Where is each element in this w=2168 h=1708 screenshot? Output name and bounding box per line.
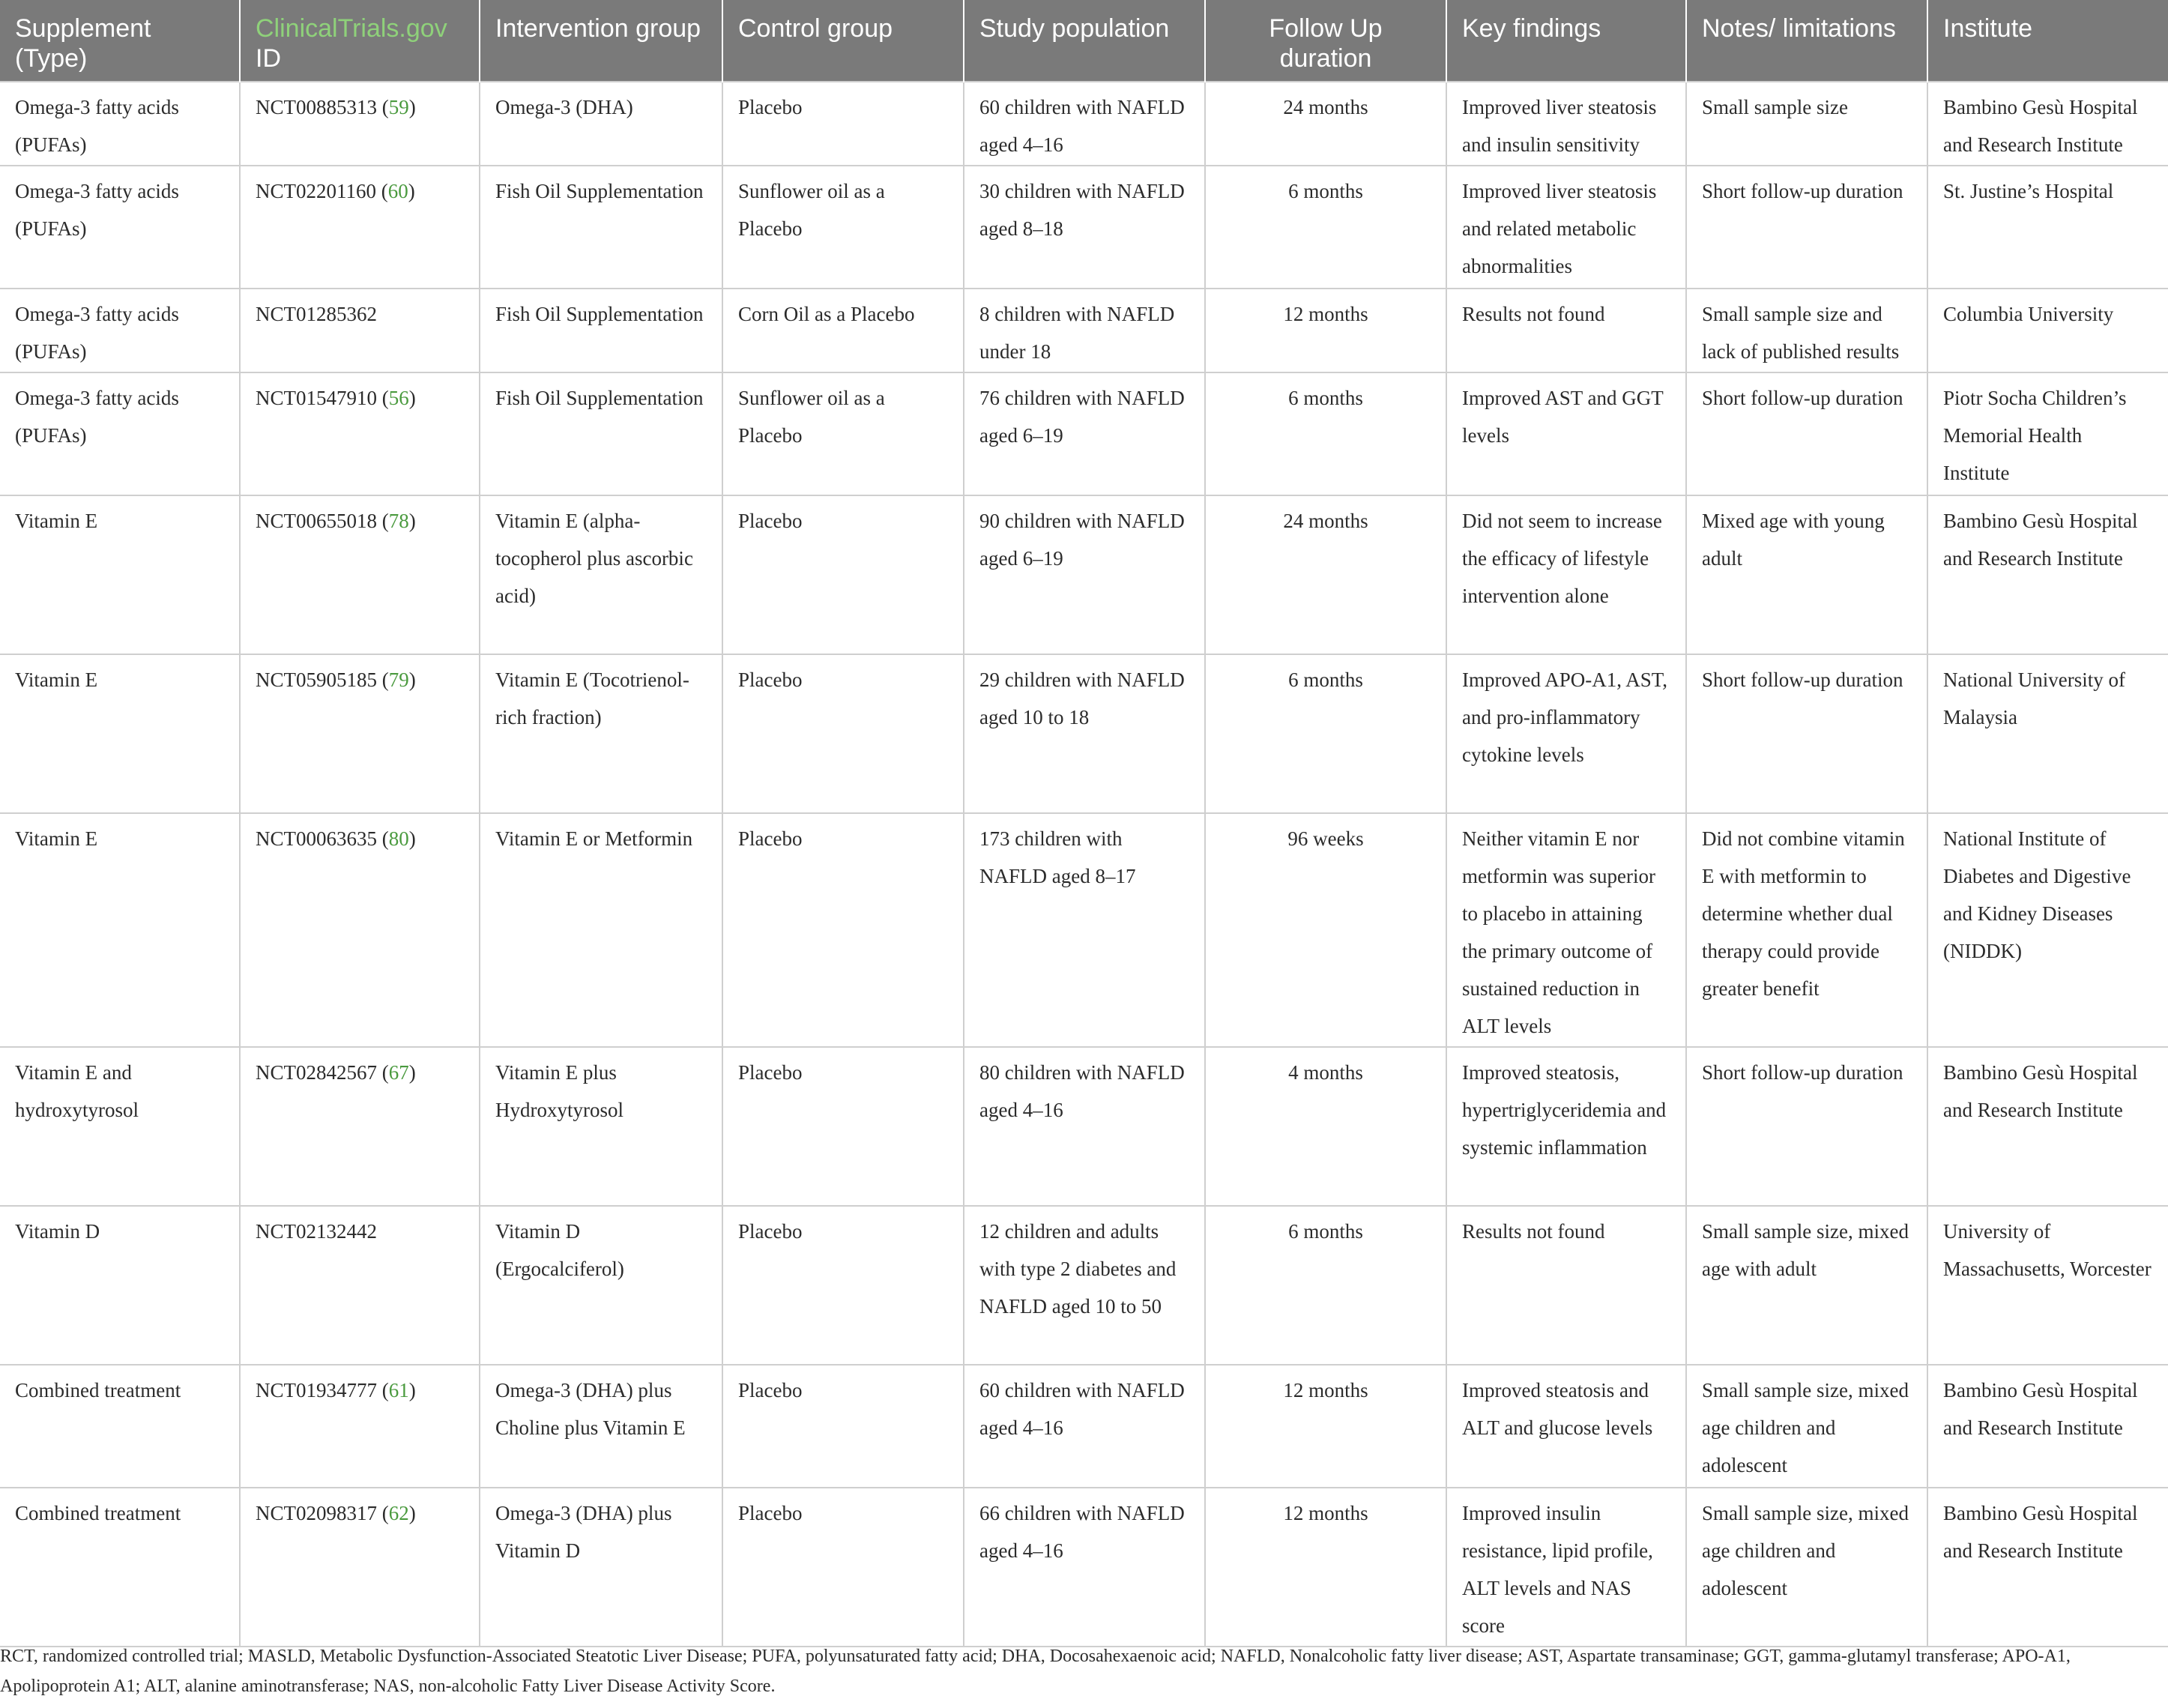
cell-followup: 24 months xyxy=(1205,82,1446,166)
cell-institute: University of Massachusetts, Worcester xyxy=(1927,1206,2168,1365)
cell-intervention: Vitamin E (Tocotrienol-rich fraction) xyxy=(480,654,722,813)
cell-trial-id: NCT00063635 (80) xyxy=(240,813,480,1047)
cell-notes: Small sample size, mixed age with adult xyxy=(1686,1206,1927,1365)
cell-followup: 6 months xyxy=(1205,166,1446,289)
cell-supplement: Omega-3 fatty acids (PUFAs) xyxy=(0,82,240,166)
cell-trial-id: NCT02201160 (60) xyxy=(240,166,480,289)
cell-trial-id: NCT02098317 (62) xyxy=(240,1488,480,1647)
reference-link[interactable]: 78 xyxy=(388,510,409,532)
trial-id: NCT00655018 xyxy=(256,510,377,532)
cell-findings: Improved insulin resistance, lipid profile, ALT levels and NAS score xyxy=(1446,1488,1686,1647)
cell-notes: Small sample size, mixed age children and adolescent xyxy=(1686,1365,1927,1488)
cell-intervention: Vitamin D (Ergocalciferol) xyxy=(480,1206,722,1365)
cell-population: 29 children with NAFLD aged 10 to 18 xyxy=(964,654,1205,813)
cell-findings: Did not seem to increase the efficacy of lifestyle intervention alone xyxy=(1446,495,1686,654)
cell-control: Corn Oil as a Placebo xyxy=(722,289,964,372)
cell-trial-id: NCT01934777 (61) xyxy=(240,1365,480,1488)
cell-control: Placebo xyxy=(722,495,964,654)
cell-control: Placebo xyxy=(722,1365,964,1488)
reference-link[interactable]: 67 xyxy=(388,1061,409,1084)
cell-followup: 96 weeks xyxy=(1205,813,1446,1047)
trial-id: NCT00063635 xyxy=(256,827,377,850)
table-row xyxy=(0,82,2168,166)
table-row xyxy=(0,166,2168,289)
header-population: Study population xyxy=(964,0,1205,82)
reference-link[interactable]: 79 xyxy=(388,669,409,691)
cell-findings: Improved steatosis, hypertriglyceridemia and systemic inflammation xyxy=(1446,1047,1686,1206)
table-footnote: RCT, randomized controlled trial; MASLD, Metabolic Dysfunction-Associated Steatotic Liver Disease; PUFA, polyunsaturated fatty acid; DHA, Docosahexaenoic acid; NAFLD, Nonalcoholic fatty liver disease; AST, Aspartate transaminase; GGT, gamma-glutamyl transferase; APO-A1, Apolipoprotein A1; ALT, alanine aminotransferase; NAS, non-alcoholic Fatty Liver Disease Activity Score. xyxy=(0,1647,2071,1696)
cell-control: Placebo xyxy=(722,1206,964,1365)
cell-findings: Neither vitamin E nor metformin was superior to placebo in attaining the primary outcome of sustained reduction in ALT levels xyxy=(1446,813,1686,1047)
cell-findings: Improved liver steatosis and insulin sensitivity xyxy=(1446,82,1686,166)
header-findings: Key findings xyxy=(1446,0,1686,82)
cell-supplement: Omega-3 fatty acids (PUFAs) xyxy=(0,289,240,372)
table-row xyxy=(0,1206,2168,1365)
cell-intervention: Fish Oil Supplementation xyxy=(480,289,722,372)
cell-notes: Short follow-up duration xyxy=(1686,1047,1927,1206)
cell-trial-id: NCT00655018 (78) xyxy=(240,495,480,654)
trial-id: NCT02098317 xyxy=(256,1502,377,1524)
cell-notes: Small sample size and lack of published results xyxy=(1686,289,1927,372)
cell-notes: Short follow-up duration xyxy=(1686,166,1927,289)
cell-notes: Short follow-up duration xyxy=(1686,654,1927,813)
cell-trial-id: NCT05905185 (79) xyxy=(240,654,480,813)
reference-link[interactable]: 59 xyxy=(388,96,409,118)
cell-institute: Bambino Gesù Hospital and Research Institute xyxy=(1927,1365,2168,1488)
cell-findings: Improved AST and GGT levels xyxy=(1446,372,1686,495)
cell-trial-id: NCT01547910 (56) xyxy=(240,372,480,495)
reference-link[interactable]: 60 xyxy=(387,180,408,202)
header-intervention: Intervention group xyxy=(480,0,722,82)
trial-id: NCT01547910 xyxy=(256,387,377,409)
trial-id: NCT01285362 xyxy=(256,303,377,325)
header-row xyxy=(0,0,2168,82)
cell-institute: Bambino Gesù Hospital and Research Institute xyxy=(1927,82,2168,166)
cell-followup: 12 months xyxy=(1205,289,1446,372)
cell-population: 8 children with NAFLD under 18 xyxy=(964,289,1205,372)
cell-control: Placebo xyxy=(722,82,964,166)
cell-supplement: Combined treatment xyxy=(0,1365,240,1488)
cell-population: 60 children with NAFLD aged 4–16 xyxy=(964,1365,1205,1488)
cell-population: 173 children with NAFLD aged 8–17 xyxy=(964,813,1205,1047)
cell-notes: Small sample size xyxy=(1686,82,1927,166)
trial-id: NCT01934777 xyxy=(256,1379,377,1401)
table-body xyxy=(0,82,2168,1647)
cell-supplement: Omega-3 fatty acids (PUFAs) xyxy=(0,166,240,289)
cell-findings: Improved liver steatosis and related metabolic abnormalities xyxy=(1446,166,1686,289)
cell-followup: 24 months xyxy=(1205,495,1446,654)
cell-population: 60 children with NAFLD aged 4–16 xyxy=(964,82,1205,166)
cell-followup: 6 months xyxy=(1205,372,1446,495)
cell-trial-id xyxy=(240,1206,480,1365)
cell-findings: Results not found xyxy=(1446,1206,1686,1365)
trial-id: NCT00885313 xyxy=(256,96,377,118)
cell-trial-id: NCT00885313 (59) xyxy=(240,82,480,166)
cell-findings: Improved steatosis and ALT and glucose levels xyxy=(1446,1365,1686,1488)
cell-control: Sunflower oil as a Placebo xyxy=(722,372,964,495)
cell-institute: Columbia University xyxy=(1927,289,2168,372)
table-row xyxy=(0,1365,2168,1488)
cell-institute: National University of Malaysia xyxy=(1927,654,2168,813)
reference-link[interactable]: 56 xyxy=(388,387,409,409)
cell-supplement: Vitamin E xyxy=(0,813,240,1047)
cell-followup: 6 months xyxy=(1205,654,1446,813)
cell-control: Sunflower oil as a Placebo xyxy=(722,166,964,289)
cell-institute: National Institute of Diabetes and Digestive and Kidney Diseases (NIDDK) xyxy=(1927,813,2168,1047)
cell-supplement: Omega-3 fatty acids (PUFAs) xyxy=(0,372,240,495)
cell-followup: 6 months xyxy=(1205,1206,1446,1365)
cell-intervention: Omega-3 (DHA) plus Vitamin D xyxy=(480,1488,722,1647)
header-notes: Notes/ limitations xyxy=(1686,0,1927,82)
cell-supplement: Vitamin E and hydroxytyrosol xyxy=(0,1047,240,1206)
trial-id: NCT02132442 xyxy=(256,1220,377,1243)
cell-intervention: Fish Oil Supplementation xyxy=(480,372,722,495)
cell-institute: Bambino Gesù Hospital and Research Institute xyxy=(1927,495,2168,654)
cell-control: Placebo xyxy=(722,654,964,813)
cell-institute: Bambino Gesù Hospital and Research Institute xyxy=(1927,1047,2168,1206)
clinicaltrials-link[interactable]: ClinicalTrials.gov xyxy=(256,14,447,43)
header-supplement: Supplement (Type) xyxy=(0,0,240,82)
cell-control: Placebo xyxy=(722,1047,964,1206)
cell-followup: 12 months xyxy=(1205,1488,1446,1647)
cell-population: 12 children and adults with type 2 diabetes and NAFLD aged 10 to 50 xyxy=(964,1206,1205,1365)
table-row xyxy=(0,813,2168,1047)
reference-link[interactable]: 80 xyxy=(388,827,409,850)
cell-trial-id: NCT02842567 (67) xyxy=(240,1047,480,1206)
header-control: Control group xyxy=(722,0,964,82)
cell-institute: Bambino Gesù Hospital and Research Institute xyxy=(1927,1488,2168,1647)
reference-link[interactable]: 61 xyxy=(388,1379,409,1401)
cell-population: 80 children with NAFLD aged 4–16 xyxy=(964,1047,1205,1206)
cell-notes: Small sample size, mixed age children and adolescent xyxy=(1686,1488,1927,1647)
cell-intervention: Vitamin E plus Hydroxytyrosol xyxy=(480,1047,722,1206)
trial-id: NCT05905185 xyxy=(256,669,377,691)
cell-control: Placebo xyxy=(722,1488,964,1647)
cell-notes: Mixed age with young adult xyxy=(1686,495,1927,654)
table-row xyxy=(0,1047,2168,1206)
header-institute: Institute xyxy=(1927,0,2168,82)
cell-population: 66 children with NAFLD aged 4–16 xyxy=(964,1488,1205,1647)
cell-supplement: Vitamin E xyxy=(0,654,240,813)
cell-intervention: Omega-3 (DHA) xyxy=(480,82,722,166)
cell-population: 76 children with NAFLD aged 6–19 xyxy=(964,372,1205,495)
cell-supplement: Combined treatment xyxy=(0,1488,240,1647)
cell-findings: Improved APO-A1, AST, and pro-inflammatory cytokine levels xyxy=(1446,654,1686,813)
cell-followup: 12 months xyxy=(1205,1365,1446,1488)
cell-trial-id xyxy=(240,289,480,372)
table-row xyxy=(0,289,2168,372)
header-trial-id xyxy=(240,0,480,82)
cell-population: 90 children with NAFLD aged 6–19 xyxy=(964,495,1205,654)
cell-intervention: Omega-3 (DHA) plus Choline plus Vitamin E xyxy=(480,1365,722,1488)
cell-institute: Piotr Socha Children’s Memorial Health Institute xyxy=(1927,372,2168,495)
table-row xyxy=(0,1488,2168,1647)
trial-id: NCT02842567 xyxy=(256,1061,377,1084)
cell-intervention: Fish Oil Supplementation xyxy=(480,166,722,289)
cell-notes: Did not combine vitamin E with metformin to determine whether dual therapy could provide greater benefit xyxy=(1686,813,1927,1047)
cell-notes: Short follow-up duration xyxy=(1686,372,1927,495)
table-row xyxy=(0,495,2168,654)
cell-supplement: Vitamin D xyxy=(0,1206,240,1365)
cell-institute: St. Justine’s Hospital xyxy=(1927,166,2168,289)
table-row xyxy=(0,372,2168,495)
cell-followup: 4 months xyxy=(1205,1047,1446,1206)
reference-link[interactable]: 62 xyxy=(388,1502,409,1524)
cell-supplement: Vitamin E xyxy=(0,495,240,654)
cell-control: Placebo xyxy=(722,813,964,1047)
header-followup: Follow Up duration xyxy=(1205,0,1446,82)
cell-findings: Results not found xyxy=(1446,289,1686,372)
cell-intervention: Vitamin E or Metformin xyxy=(480,813,722,1047)
table-row xyxy=(0,654,2168,813)
trial-id: NCT02201160 xyxy=(256,180,376,202)
header-id-suffix: ID xyxy=(256,44,281,73)
cell-intervention: Vitamin E (alpha-tocopherol plus ascorbic acid) xyxy=(480,495,722,654)
cell-population: 30 children with NAFLD aged 8–18 xyxy=(964,166,1205,289)
